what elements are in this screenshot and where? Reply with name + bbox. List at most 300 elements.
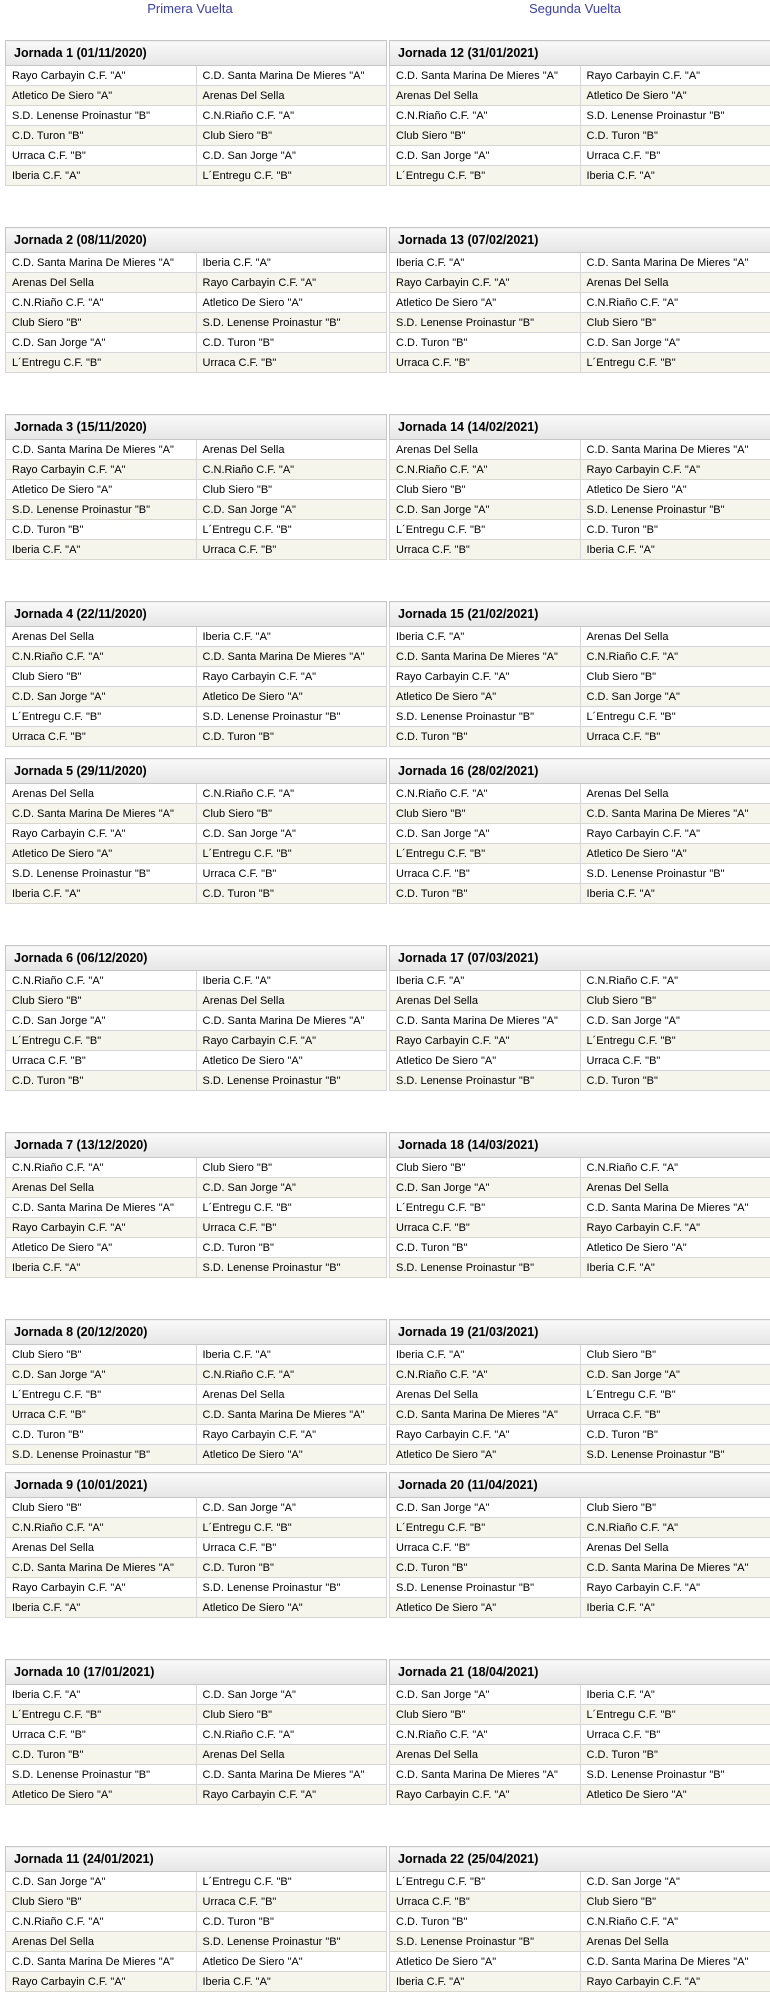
- home-team: Atletico De Siero "A": [6, 1785, 197, 1805]
- away-team: L´Entregu C.F. "B": [196, 1518, 387, 1538]
- match-row: [390, 687, 770, 707]
- home-team: Atletico De Siero "A": [6, 480, 197, 500]
- match-row: [390, 1425, 770, 1445]
- away-team: Atletico De Siero "A": [196, 687, 387, 707]
- home-team: C.D. Turon "B": [6, 1745, 197, 1765]
- jornada-table: [389, 414, 770, 560]
- away-team: S.D. Lenense Proinastur "B": [196, 707, 387, 727]
- home-team: C.D. San Jorge "A": [6, 687, 197, 707]
- away-team: C.N.Riaño C.F. "A": [196, 106, 387, 126]
- away-team: L´Entregu C.F. "B": [196, 520, 387, 540]
- home-team: L´Entregu C.F. "B": [390, 1198, 581, 1218]
- match-row: [6, 1258, 387, 1278]
- away-team: Atletico De Siero "A": [580, 1785, 770, 1805]
- home-team: C.D. Santa Marina De Mieres "A": [6, 440, 197, 460]
- jornada-table: [389, 945, 770, 1091]
- match-row: [390, 353, 770, 373]
- home-team: S.D. Lenense Proinastur "B": [6, 864, 197, 884]
- home-team: S.D. Lenense Proinastur "B": [390, 707, 581, 727]
- home-team: Club Siero "B": [390, 1705, 581, 1725]
- match-row: [390, 540, 770, 560]
- away-team: Club Siero "B": [196, 126, 387, 146]
- home-team: L´Entregu C.F. "B": [6, 707, 197, 727]
- away-team: C.D. Santa Marina De Mieres "A": [580, 1558, 770, 1578]
- match-row: [6, 273, 387, 293]
- away-team: L´Entregu C.F. "B": [580, 1385, 770, 1405]
- jornada-title: Jornada 13 (07/02/2021): [390, 228, 770, 253]
- away-team: Atletico De Siero "A": [196, 1598, 387, 1618]
- away-team: Urraca C.F. "B": [196, 1892, 387, 1912]
- away-team: Club Siero "B": [196, 1705, 387, 1725]
- match-row: [6, 1578, 387, 1598]
- home-team: Urraca C.F. "B": [6, 1405, 197, 1425]
- away-team: Club Siero "B": [196, 1158, 387, 1178]
- match-row: [390, 864, 770, 884]
- match-row: [390, 126, 770, 146]
- match-row: [6, 1031, 387, 1051]
- home-team: C.D. Santa Marina De Mieres "A": [390, 647, 581, 667]
- away-team: C.D. Santa Marina De Mieres "A": [196, 1765, 387, 1785]
- away-team: C.D. San Jorge "A": [580, 687, 770, 707]
- home-team: Rayo Carbayin C.F. "A": [390, 1425, 581, 1445]
- home-team: Arenas Del Sella: [6, 784, 197, 804]
- home-team: Arenas Del Sella: [6, 1932, 197, 1952]
- away-team: C.D. Turon "B": [580, 1071, 770, 1091]
- home-team: C.D. Santa Marina De Mieres "A": [6, 1952, 197, 1972]
- away-team: Iberia C.F. "A": [580, 166, 770, 186]
- away-team: C.D. Turon "B": [580, 1425, 770, 1445]
- home-team: Urraca C.F. "B": [390, 1218, 581, 1238]
- away-team: C.D. Turon "B": [196, 727, 387, 747]
- home-team: L´Entregu C.F. "B": [390, 844, 581, 864]
- home-team: Iberia C.F. "A": [390, 971, 581, 991]
- home-team: S.D. Lenense Proinastur "B": [6, 1445, 197, 1465]
- home-team: Arenas Del Sella: [390, 991, 581, 1011]
- home-team: C.N.Riaño C.F. "A": [390, 1725, 581, 1745]
- match-row: [6, 804, 387, 824]
- away-team: L´Entregu C.F. "B": [196, 1872, 387, 1892]
- match-row: [6, 1912, 387, 1932]
- home-team: S.D. Lenense Proinastur "B": [6, 500, 197, 520]
- header-primera-vuelta: Primera Vuelta: [147, 1, 233, 16]
- away-team: L´Entregu C.F. "B": [196, 166, 387, 186]
- home-team: Urraca C.F. "B": [6, 1725, 197, 1745]
- jornada-title: Jornada 9 (10/01/2021): [6, 1473, 387, 1498]
- match-row: [390, 106, 770, 126]
- match-row: [6, 540, 387, 560]
- match-row: [6, 1765, 387, 1785]
- home-team: S.D. Lenense Proinastur "B": [6, 106, 197, 126]
- jornada-table: [5, 227, 387, 373]
- jornada-table: [389, 1846, 770, 1992]
- away-team: Club Siero "B": [580, 1892, 770, 1912]
- jornada-table: [389, 601, 770, 747]
- away-team: S.D. Lenense Proinastur "B": [580, 1445, 770, 1465]
- home-team: Rayo Carbayin C.F. "A": [390, 1785, 581, 1805]
- home-team: C.N.Riaño C.F. "A": [390, 106, 581, 126]
- away-team: C.D. San Jorge "A": [580, 1011, 770, 1031]
- away-team: C.D. Turon "B": [196, 1238, 387, 1258]
- match-row: [390, 293, 770, 313]
- home-team: Arenas Del Sella: [6, 627, 197, 647]
- match-row: [390, 253, 770, 273]
- jornada-title: Jornada 22 (25/04/2021): [390, 1847, 770, 1872]
- home-team: C.N.Riaño C.F. "A": [6, 647, 197, 667]
- jornada-table: [5, 414, 387, 560]
- match-row: [390, 1258, 770, 1278]
- match-row: [6, 1498, 387, 1518]
- home-team: C.D. Santa Marina De Mieres "A": [6, 804, 197, 824]
- jornada-table: [5, 601, 387, 747]
- match-row: [6, 1872, 387, 1892]
- jornada-title: Jornada 6 (06/12/2020): [6, 946, 387, 971]
- match-row: [6, 824, 387, 844]
- home-team: Iberia C.F. "A": [6, 540, 197, 560]
- home-team: L´Entregu C.F. "B": [390, 1518, 581, 1538]
- away-team: C.D. San Jorge "A": [196, 500, 387, 520]
- home-team: L´Entregu C.F. "B": [6, 1031, 197, 1051]
- home-team: Urraca C.F. "B": [6, 1051, 197, 1071]
- home-team: C.D. Santa Marina De Mieres "A": [6, 253, 197, 273]
- match-row: [6, 971, 387, 991]
- match-row: [390, 1011, 770, 1031]
- away-team: C.D. Santa Marina De Mieres "A": [580, 1952, 770, 1972]
- away-team: Atletico De Siero "A": [196, 1952, 387, 1972]
- away-team: L´Entregu C.F. "B": [196, 844, 387, 864]
- home-team: C.D. Santa Marina De Mieres "A": [390, 1011, 581, 1031]
- match-row: [6, 687, 387, 707]
- away-team: C.D. San Jorge "A": [580, 1872, 770, 1892]
- jornada-title: Jornada 18 (14/03/2021): [390, 1133, 770, 1158]
- home-team: Urraca C.F. "B": [6, 727, 197, 747]
- match-row: [390, 1932, 770, 1952]
- away-team: Iberia C.F. "A": [580, 884, 770, 904]
- away-team: Rayo Carbayin C.F. "A": [580, 1218, 770, 1238]
- away-team: Club Siero "B": [580, 313, 770, 333]
- away-team: C.D. San Jorge "A": [196, 1498, 387, 1518]
- jornada-title: Jornada 11 (24/01/2021): [6, 1847, 387, 1872]
- away-team: C.D. Turon "B": [196, 1912, 387, 1932]
- away-team: L´Entregu C.F. "B": [580, 707, 770, 727]
- away-team: C.D. Santa Marina De Mieres "A": [580, 804, 770, 824]
- match-row: [390, 500, 770, 520]
- away-team: S.D. Lenense Proinastur "B": [196, 1578, 387, 1598]
- home-team: S.D. Lenense Proinastur "B": [6, 1765, 197, 1785]
- home-team: Iberia C.F. "A": [390, 627, 581, 647]
- jornada-table: [5, 1659, 387, 1805]
- home-team: C.D. Turon "B": [390, 1558, 581, 1578]
- match-row: [390, 1238, 770, 1258]
- jornada-title: Jornada 14 (14/02/2021): [390, 415, 770, 440]
- home-team: Iberia C.F. "A": [6, 166, 197, 186]
- match-row: [6, 727, 387, 747]
- away-team: Urraca C.F. "B": [580, 1725, 770, 1745]
- away-team: Rayo Carbayin C.F. "A": [580, 824, 770, 844]
- away-team: Iberia C.F. "A": [580, 1598, 770, 1618]
- match-row: [390, 1705, 770, 1725]
- home-team: Club Siero "B": [6, 1892, 197, 1912]
- away-team: Arenas Del Sella: [196, 1385, 387, 1405]
- away-team: Rayo Carbayin C.F. "A": [580, 1578, 770, 1598]
- match-row: [6, 784, 387, 804]
- jornada-title: Jornada 7 (13/12/2020): [6, 1133, 387, 1158]
- match-row: [390, 884, 770, 904]
- home-team: Iberia C.F. "A": [6, 1598, 197, 1618]
- match-row: [6, 667, 387, 687]
- match-row: [6, 146, 387, 166]
- away-team: S.D. Lenense Proinastur "B": [580, 106, 770, 126]
- match-row: [390, 1538, 770, 1558]
- home-team: C.D. San Jorge "A": [390, 1498, 581, 1518]
- home-team: L´Entregu C.F. "B": [390, 1872, 581, 1892]
- jornada-table: [389, 1132, 770, 1278]
- match-row: [6, 1538, 387, 1558]
- home-team: C.D. Turon "B": [6, 520, 197, 540]
- home-team: L´Entregu C.F. "B": [390, 520, 581, 540]
- match-row: [6, 1425, 387, 1445]
- match-row: [390, 1031, 770, 1051]
- match-row: [6, 1385, 387, 1405]
- match-row: [390, 460, 770, 480]
- away-team: C.N.Riaño C.F. "A": [580, 293, 770, 313]
- home-team: C.N.Riaño C.F. "A": [6, 971, 197, 991]
- away-team: C.N.Riaño C.F. "A": [580, 647, 770, 667]
- away-team: Iberia C.F. "A": [196, 1972, 387, 1992]
- match-row: [6, 1218, 387, 1238]
- match-row: [6, 1558, 387, 1578]
- match-row: [6, 293, 387, 313]
- away-team: C.N.Riaño C.F. "A": [196, 1365, 387, 1385]
- away-team: S.D. Lenense Proinastur "B": [580, 500, 770, 520]
- away-team: Rayo Carbayin C.F. "A": [580, 460, 770, 480]
- home-team: Arenas Del Sella: [6, 273, 197, 293]
- home-team: C.N.Riaño C.F. "A": [6, 1158, 197, 1178]
- home-team: Rayo Carbayin C.F. "A": [6, 824, 197, 844]
- match-row: [390, 991, 770, 1011]
- match-row: [6, 1892, 387, 1912]
- match-row: [6, 1158, 387, 1178]
- away-team: Atletico De Siero "A": [196, 1445, 387, 1465]
- match-row: [390, 1872, 770, 1892]
- jornada-table: [5, 945, 387, 1091]
- match-row: [6, 647, 387, 667]
- match-row: [390, 1765, 770, 1785]
- match-row: [390, 1892, 770, 1912]
- match-row: [6, 627, 387, 647]
- home-team: C.D. San Jorge "A": [390, 146, 581, 166]
- match-row: [390, 1745, 770, 1765]
- home-team: Atletico De Siero "A": [6, 86, 197, 106]
- home-team: Club Siero "B": [390, 804, 581, 824]
- away-team: Arenas Del Sella: [196, 86, 387, 106]
- away-team: Atletico De Siero "A": [196, 1051, 387, 1071]
- jornada-table: [389, 758, 770, 904]
- match-row: [6, 333, 387, 353]
- match-row: [390, 1558, 770, 1578]
- match-row: [390, 440, 770, 460]
- home-team: Atletico De Siero "A": [390, 1051, 581, 1071]
- jornada-title: Jornada 21 (18/04/2021): [390, 1660, 770, 1685]
- away-team: Urraca C.F. "B": [196, 864, 387, 884]
- away-team: C.D. Turon "B": [580, 1745, 770, 1765]
- match-row: [390, 844, 770, 864]
- match-row: [6, 253, 387, 273]
- home-team: Arenas Del Sella: [6, 1178, 197, 1198]
- home-team: L´Entregu C.F. "B": [6, 353, 197, 373]
- home-team: S.D. Lenense Proinastur "B": [390, 1932, 581, 1952]
- match-row: [6, 1178, 387, 1198]
- jornada-title: Jornada 4 (22/11/2020): [6, 602, 387, 627]
- home-team: C.D. Santa Marina De Mieres "A": [6, 1558, 197, 1578]
- away-team: C.D. San Jorge "A": [196, 146, 387, 166]
- away-team: C.N.Riaño C.F. "A": [580, 971, 770, 991]
- home-team: Arenas Del Sella: [390, 86, 581, 106]
- away-team: Arenas Del Sella: [196, 440, 387, 460]
- jornada-title: Jornada 8 (20/12/2020): [6, 1320, 387, 1345]
- jornada-table: [5, 1472, 387, 1618]
- home-team: C.N.Riaño C.F. "A": [390, 460, 581, 480]
- away-team: Iberia C.F. "A": [196, 253, 387, 273]
- home-team: Iberia C.F. "A": [6, 884, 197, 904]
- away-team: L´Entregu C.F. "B": [580, 353, 770, 373]
- home-team: C.D. Turon "B": [390, 884, 581, 904]
- match-row: [390, 727, 770, 747]
- away-team: C.D. Santa Marina De Mieres "A": [580, 440, 770, 460]
- away-team: Atletico De Siero "A": [580, 480, 770, 500]
- home-team: Club Siero "B": [390, 126, 581, 146]
- away-team: Rayo Carbayin C.F. "A": [196, 667, 387, 687]
- home-team: Iberia C.F. "A": [390, 1345, 581, 1365]
- match-row: [390, 1405, 770, 1425]
- home-team: L´Entregu C.F. "B": [6, 1385, 197, 1405]
- home-team: C.N.Riaño C.F. "A": [6, 1518, 197, 1538]
- match-row: [390, 1445, 770, 1465]
- away-team: C.D. Turon "B": [196, 1558, 387, 1578]
- away-team: Arenas Del Sella: [196, 991, 387, 1011]
- home-team: C.D. Turon "B": [6, 1071, 197, 1091]
- jornada-title: Jornada 2 (08/11/2020): [6, 228, 387, 253]
- away-team: Urraca C.F. "B": [580, 146, 770, 166]
- away-team: Urraca C.F. "B": [196, 1538, 387, 1558]
- jornada-title: Jornada 12 (31/01/2021): [390, 41, 770, 66]
- jornada-title: Jornada 1 (01/11/2020): [6, 41, 387, 66]
- away-team: Club Siero "B": [580, 991, 770, 1011]
- jornada-title: Jornada 5 (29/11/2020): [6, 759, 387, 784]
- match-row: [390, 86, 770, 106]
- away-team: L´Entregu C.F. "B": [580, 1031, 770, 1051]
- match-row: [390, 647, 770, 667]
- home-team: C.D. Turon "B": [390, 333, 581, 353]
- match-row: [390, 824, 770, 844]
- away-team: L´Entregu C.F. "B": [196, 1198, 387, 1218]
- away-team: Rayo Carbayin C.F. "A": [196, 1031, 387, 1051]
- home-team: C.D. Santa Marina De Mieres "A": [390, 66, 581, 86]
- away-team: C.N.Riaño C.F. "A": [196, 784, 387, 804]
- match-row: [390, 480, 770, 500]
- match-row: [390, 1158, 770, 1178]
- match-row: [6, 460, 387, 480]
- home-team: C.D. San Jorge "A": [6, 1872, 197, 1892]
- match-row: [6, 1445, 387, 1465]
- away-team: C.D. San Jorge "A": [580, 333, 770, 353]
- away-team: Iberia C.F. "A": [580, 1685, 770, 1705]
- match-row: [6, 1011, 387, 1031]
- away-team: Club Siero "B": [196, 804, 387, 824]
- match-row: [6, 1785, 387, 1805]
- jornada-table: [389, 1659, 770, 1805]
- home-team: Iberia C.F. "A": [390, 1972, 581, 1992]
- home-team: Rayo Carbayin C.F. "A": [6, 1218, 197, 1238]
- match-row: [390, 1345, 770, 1365]
- away-team: Urraca C.F. "B": [196, 540, 387, 560]
- home-team: Rayo Carbayin C.F. "A": [6, 1578, 197, 1598]
- away-team: Iberia C.F. "A": [580, 1258, 770, 1278]
- away-team: S.D. Lenense Proinastur "B": [196, 313, 387, 333]
- jornada-table: [389, 1472, 770, 1618]
- away-team: Rayo Carbayin C.F. "A": [196, 1425, 387, 1445]
- match-row: [6, 844, 387, 864]
- away-team: C.D. Santa Marina De Mieres "A": [580, 253, 770, 273]
- home-team: C.D. Santa Marina De Mieres "A": [390, 1765, 581, 1785]
- away-team: C.N.Riaño C.F. "A": [196, 460, 387, 480]
- match-row: [390, 1178, 770, 1198]
- away-team: Iberia C.F. "A": [196, 1345, 387, 1365]
- match-row: [6, 66, 387, 86]
- jornada-table: [5, 40, 387, 186]
- match-row: [6, 313, 387, 333]
- away-team: C.D. San Jorge "A": [196, 1685, 387, 1705]
- away-team: S.D. Lenense Proinastur "B": [196, 1258, 387, 1278]
- home-team: Rayo Carbayin C.F. "A": [390, 1031, 581, 1051]
- home-team: C.N.Riaño C.F. "A": [390, 784, 581, 804]
- home-team: L´Entregu C.F. "B": [6, 1705, 197, 1725]
- away-team: Arenas Del Sella: [196, 1745, 387, 1765]
- home-team: S.D. Lenense Proinastur "B": [390, 1258, 581, 1278]
- home-team: Club Siero "B": [6, 1498, 197, 1518]
- home-team: C.D. Turon "B": [390, 1238, 581, 1258]
- match-row: [390, 1725, 770, 1745]
- away-team: Arenas Del Sella: [580, 273, 770, 293]
- match-row: [390, 784, 770, 804]
- jornada-title: Jornada 3 (15/11/2020): [6, 415, 387, 440]
- match-row: [6, 500, 387, 520]
- match-row: [390, 667, 770, 687]
- home-team: Urraca C.F. "B": [390, 1538, 581, 1558]
- jornada-table: [5, 1132, 387, 1278]
- home-team: C.D. San Jorge "A": [6, 333, 197, 353]
- match-row: [6, 1685, 387, 1705]
- away-team: Arenas Del Sella: [580, 1178, 770, 1198]
- away-team: Arenas Del Sella: [580, 1538, 770, 1558]
- away-team: Club Siero "B": [580, 667, 770, 687]
- home-team: C.D. Turon "B": [6, 126, 197, 146]
- home-team: L´Entregu C.F. "B": [390, 166, 581, 186]
- match-row: [390, 313, 770, 333]
- jornada-table: [5, 1319, 387, 1465]
- match-row: [390, 273, 770, 293]
- home-team: C.D. Santa Marina De Mieres "A": [390, 1405, 581, 1425]
- match-row: [390, 66, 770, 86]
- away-team: C.D. Santa Marina De Mieres "A": [196, 1405, 387, 1425]
- match-row: [6, 1238, 387, 1258]
- home-team: C.D. San Jorge "A": [390, 824, 581, 844]
- jornada-title: Jornada 19 (21/03/2021): [390, 1320, 770, 1345]
- home-team: Rayo Carbayin C.F. "A": [6, 460, 197, 480]
- away-team: Arenas Del Sella: [580, 627, 770, 647]
- match-row: [6, 1725, 387, 1745]
- jornada-title: Jornada 10 (17/01/2021): [6, 1660, 387, 1685]
- home-team: C.D. San Jorge "A": [390, 500, 581, 520]
